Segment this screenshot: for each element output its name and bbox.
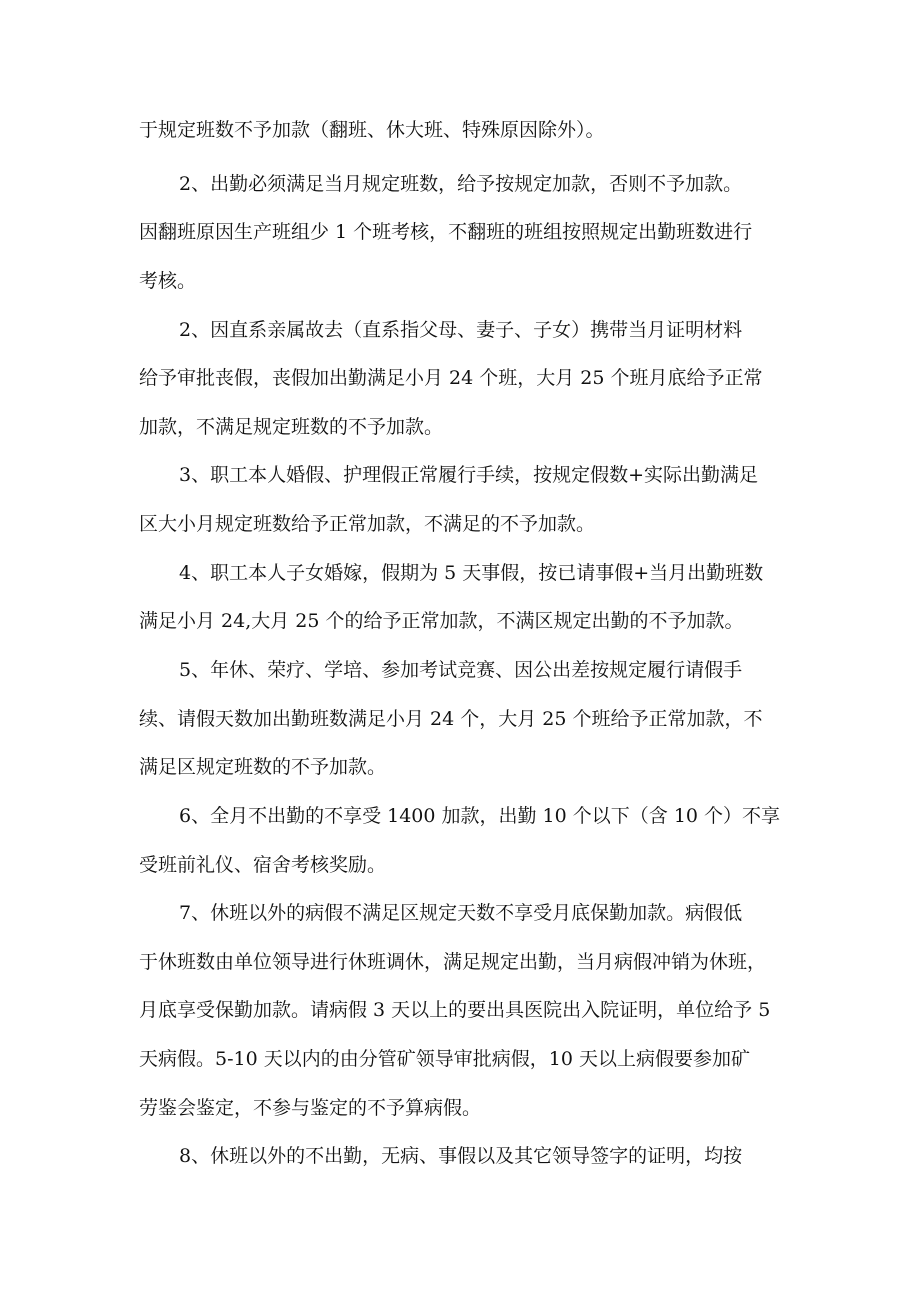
text-line: 满足小月 24,大月 25 个的给予正常加款，不满区规定出勤的不予加款。: [139, 610, 744, 632]
text-line: 5、年休、荣疗、学培、参加考试竞赛、因公出差按规定履行请假手: [179, 659, 743, 681]
text-line: 续、请假天数加出勤班数满足小月 24 个，大月 25 个班给予正常加款，不: [139, 708, 763, 730]
text-line: 考核。: [139, 270, 197, 292]
text-line: 因翻班原因生产班组少 1 个班考核，不翻班的班组按照规定出勤班数进行: [139, 221, 753, 243]
text-line: 给予审批丧假，丧假加出勤满足小月 24 个班，大月 25 个班月底给予正常: [139, 367, 763, 389]
text-line: 7、休班以外的病假不满足区规定天数不享受月底保勤加款。病假低: [179, 902, 743, 924]
text-line: 劳鉴会鉴定，不参与鉴定的不予算病假。: [139, 1097, 482, 1119]
text-line: 天病假。5-10 天以内的由分管矿领导审批病假，10 天以上病假要参加矿: [139, 1048, 750, 1070]
text-line: 2、出勤必须满足当月规定班数，给予按规定加款，否则不予加款。: [179, 173, 743, 195]
text-line: 受班前礼仪、宿舍考核奖励。: [139, 854, 387, 876]
text-line: 区大小月规定班数给予正常加款，不满足的不予加款。: [139, 513, 596, 535]
text-line: 4、职工本人子女婚嫁，假期为 5 天事假，按已请事假+当月出勤班数: [179, 562, 764, 584]
text-line: 8、休班以外的不出勤，无病、事假以及其它领导签字的证明，均按: [179, 1145, 743, 1167]
text-line: 3、职工本人婚假、护理假正常履行手续，按规定假数+实际出勤满足: [179, 464, 759, 486]
text-line: 满足区规定班数的不予加款。: [139, 756, 387, 778]
text-line: 于规定班数不予加款（翻班、休大班、特殊原因除外）。: [139, 119, 605, 141]
text-line: 加款，不满足规定班数的不予加款。: [139, 416, 444, 438]
text-line: 6、全月不出勤的不享受 1400 加款，出勤 10 个以下（含 10 个）不享: [179, 805, 781, 827]
text-line: 2、因直系亲属故去（直系指父母、妻子、子女）携带当月证明材料: [179, 319, 743, 341]
text-line: 月底享受保勤加款。请病假 3 天以上的要出具医院出入院证明，单位给予 5: [139, 999, 771, 1021]
text-line: 于休班数由单位领导进行休班调休，满足规定出勤，当月病假冲销为休班，: [139, 951, 767, 973]
